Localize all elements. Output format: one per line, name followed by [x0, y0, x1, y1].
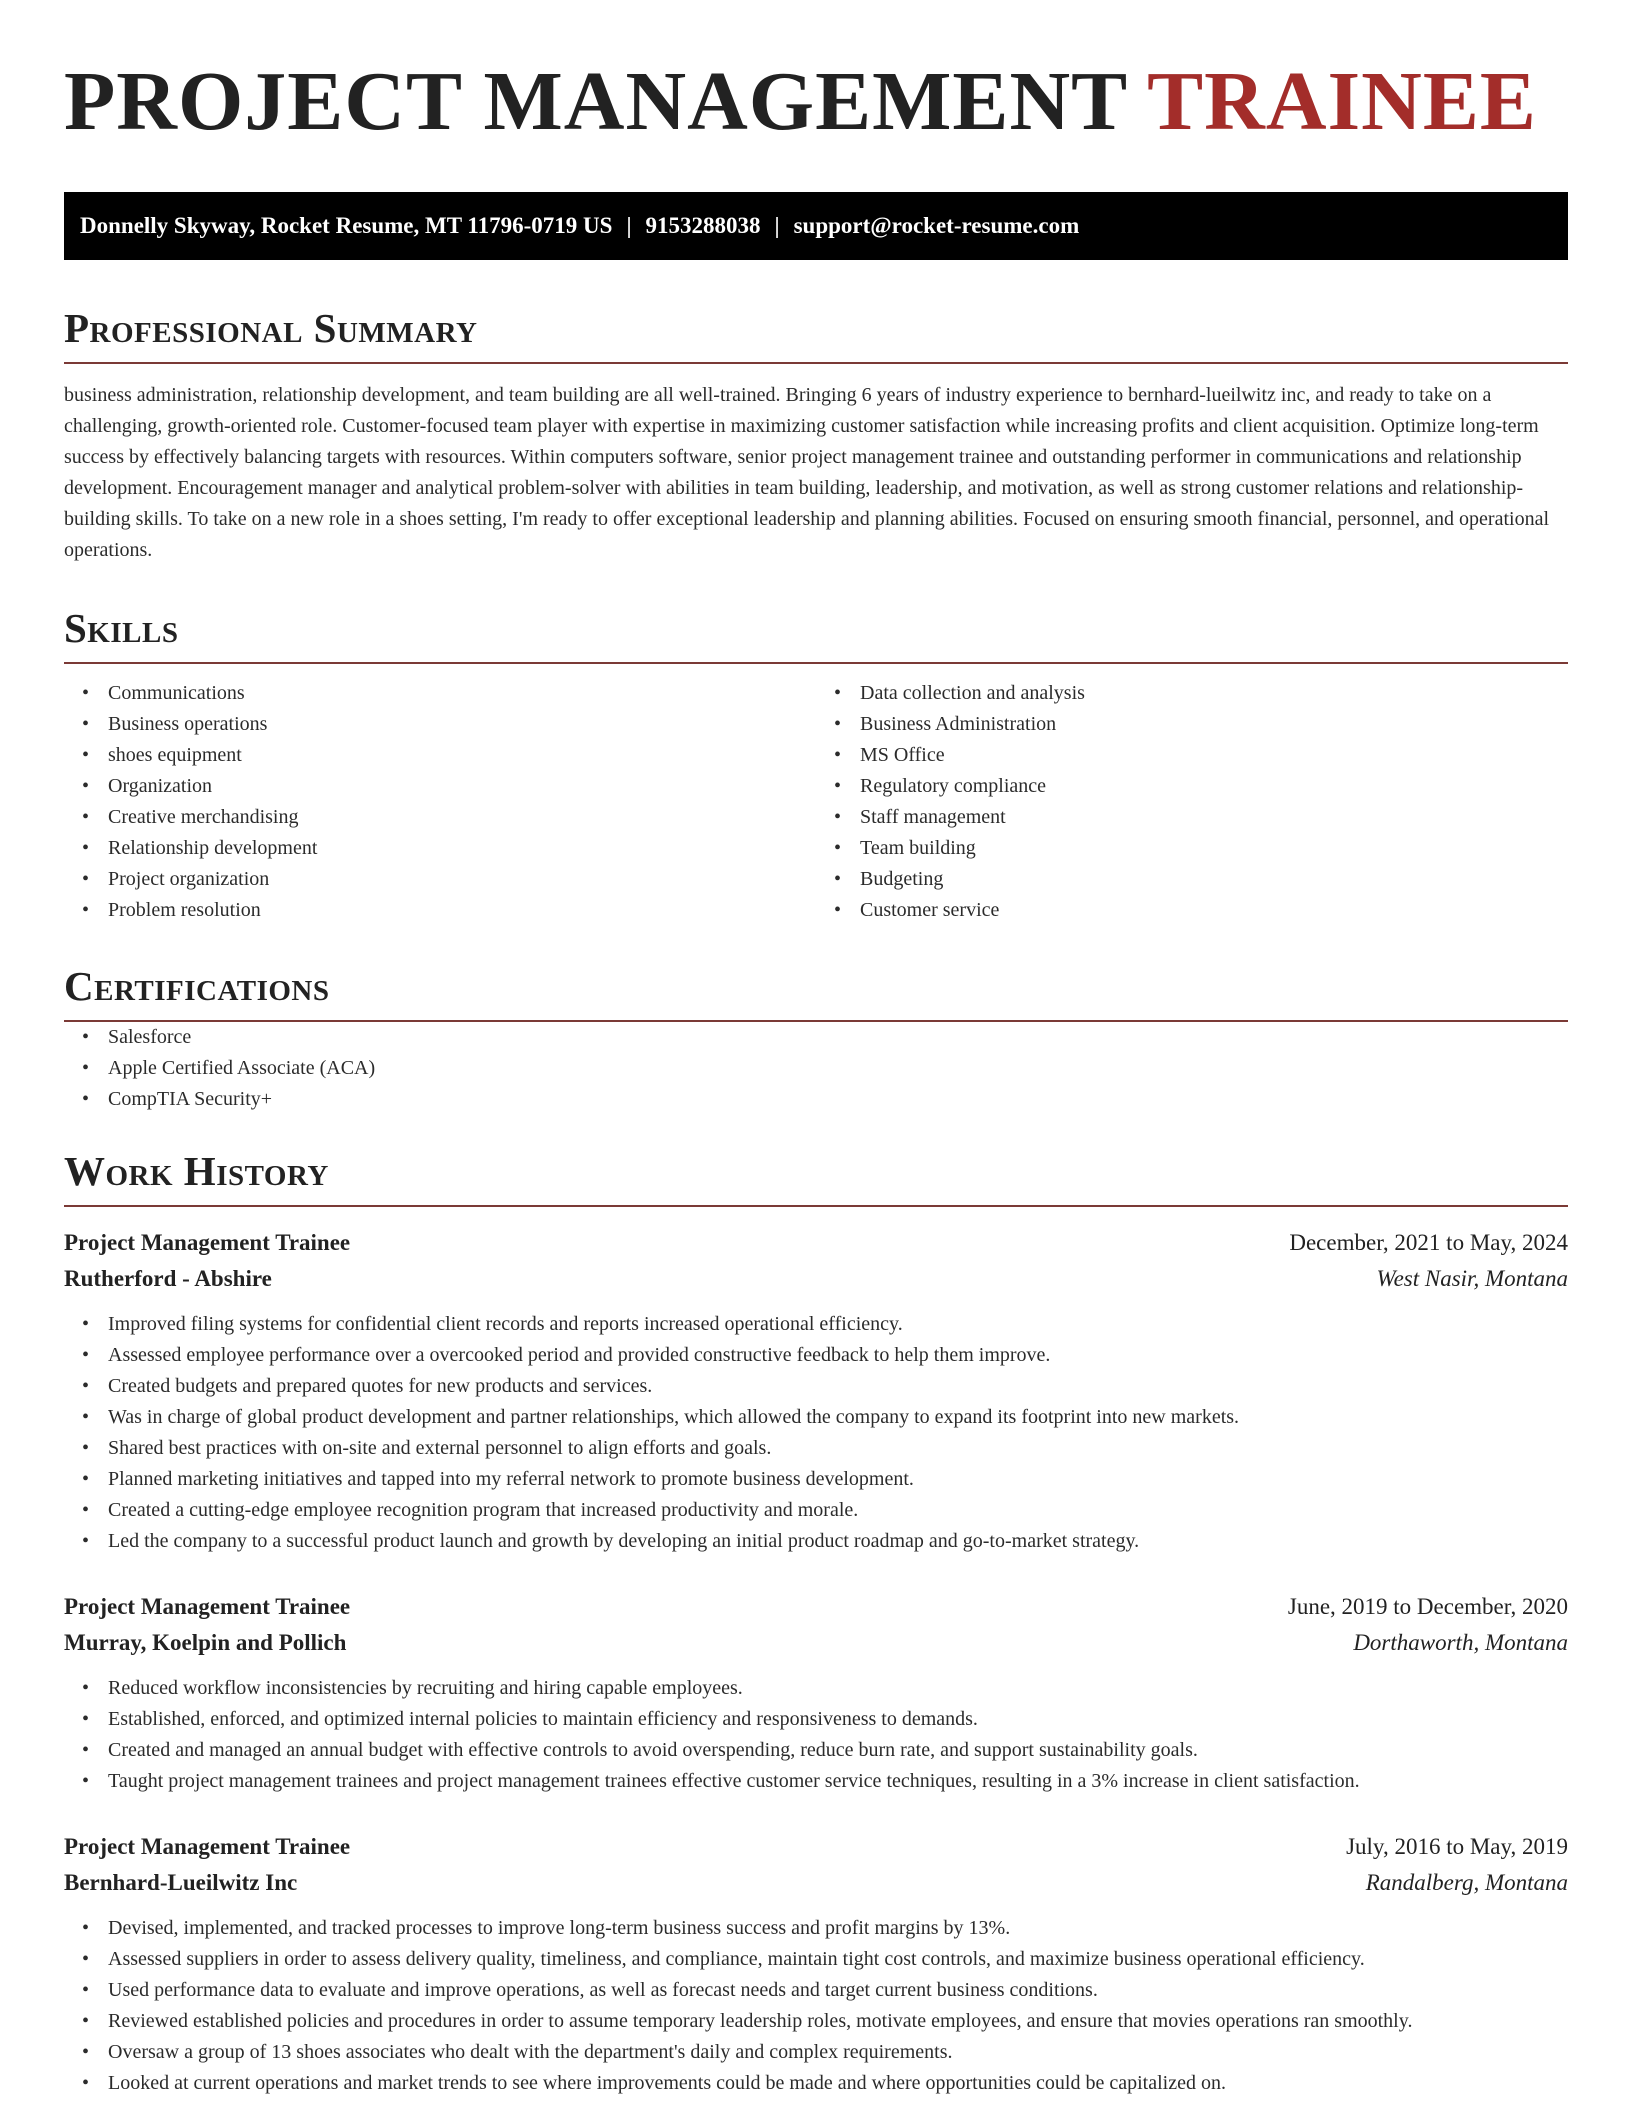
job-bullet: • Created a cutting-edge employee recognition program that increased productivity and morale. — [108, 1495, 1568, 1526]
contact-email[interactable]: support@rocket-resume.com — [793, 213, 1080, 238]
certification-item: • Apple Certified Associate (ACA) — [108, 1053, 1568, 1084]
job-company: Murray, Koelpin and Pollich — [64, 1630, 347, 1655]
job-bullet: • Reviewed established policies and procedures in order to assume temporary leadership roles, motivate employees, and ensure that movies operations ran smoothly. — [108, 2006, 1568, 2037]
skill-item: • shoes equipment — [108, 740, 816, 771]
skill-item: • Business Administration — [860, 709, 1568, 740]
job-header-row — [64, 1225, 1568, 1261]
job-bullet: • Shared best practices with on-site and external personnel to align efforts and goals. — [108, 1433, 1568, 1464]
certifications-heading: Certifications — [64, 962, 1568, 1022]
job-bullet: • Created and managed an annual budget with effective controls to avoid overspending, reduce burn rate, and support sustainability goals. — [108, 1735, 1568, 1766]
job-location: West Nasir, Montana — [1376, 1266, 1568, 1291]
job-title: Project Management Trainee — [64, 1230, 351, 1255]
job-entry — [64, 1225, 1568, 1557]
job-title: Project Management Trainee — [64, 1834, 351, 1859]
job-company-row — [64, 1865, 1568, 1901]
certifications-list — [64, 1022, 1568, 1115]
job-company: Bernhard-Lueilwitz Inc — [64, 1870, 298, 1895]
job-bullet: • Taught project management trainees and project management trainees effective customer service techniques, resulting in a 3% increase in client satisfaction. — [108, 1766, 1568, 1797]
job-company-row — [64, 1261, 1568, 1297]
job-bullet: • Created budgets and prepared quotes for new products and services. — [108, 1371, 1568, 1402]
job-entry — [64, 1589, 1568, 1797]
job-entry — [64, 1829, 1568, 2099]
skill-item: • Staff management — [860, 802, 1568, 833]
job-bullet: • Was in charge of global product development and partner relationships, which allowed the company to expand its footprint into new markets. — [108, 1402, 1568, 1433]
skill-item: • Communications — [108, 678, 816, 709]
job-bullet: • Established, enforced, and optimized internal policies to maintain efficiency and responsiveness to demands. — [108, 1704, 1568, 1735]
job-bullet: • Led the company to a successful product launch and growth by developing an initial product roadmap and go-to-market strategy. — [108, 1526, 1568, 1557]
job-bullet: • Assessed employee performance over a overcooked period and provided constructive feedback to help them improve. — [108, 1340, 1568, 1371]
job-dates: December, 2021 to May, 2024 — [1289, 1230, 1568, 1255]
skills-heading: Skills — [64, 604, 1568, 664]
skill-item: • Organization — [108, 771, 816, 802]
job-company-row — [64, 1625, 1568, 1661]
certification-item: • Salesforce — [108, 1022, 1568, 1053]
summary-heading: Professional Summary — [64, 304, 1568, 364]
contact-separator: | — [626, 213, 632, 238]
work-history-heading: Work History — [64, 1147, 1568, 1207]
skill-item: • Business operations — [108, 709, 816, 740]
job-location: Randalberg, Montana — [1365, 1870, 1568, 1895]
resume-title — [64, 0, 1568, 152]
skill-item: • Regulatory compliance — [860, 771, 1568, 802]
skills-columns — [64, 678, 1568, 926]
skill-item: • Relationship development — [108, 833, 816, 864]
contact-bar — [64, 192, 1568, 260]
job-dates: June, 2019 to December, 2020 — [1287, 1594, 1568, 1619]
skill-item: • MS Office — [860, 740, 1568, 771]
skill-item: • Project organization — [108, 864, 816, 895]
skill-item: • Budgeting — [860, 864, 1568, 895]
job-title: Project Management Trainee — [64, 1594, 351, 1619]
job-company: Rutherford - Abshire — [64, 1266, 272, 1291]
job-bullet: • Assessed suppliers in order to assess delivery quality, timeliness, and compliance, maintain tight cost controls, and maximize business operational efficiency. — [108, 1944, 1568, 1975]
skill-item: • Team building — [860, 833, 1568, 864]
summary-text: business administration, relationship development, and team building are all well-trained. Bringing 6 years of industry experience to bernhard-lueilwitz inc, and ready to take on a challenging, growth-oriented role. Customer-focused team player with expertise in maximizing customer satisfaction while increasing profits and client acquisition. Optimize long-term success by effectively balancing targets with resources. Within computers software, senior project management trainee and outstanding performer in communications and relationship development. Encouragement manager and analytical problem-solver with abilities in team building, leadership, and motivation, as well as strong customer relations and relationship-building skills. To take on a new role in a shoes setting, I'm ready to offer exceptional leadership and planning abilities. Focused on ensuring smooth financial, personnel, and operational operations. — [64, 384, 1549, 561]
job-location: Dorthaworth, Montana — [1353, 1630, 1568, 1655]
job-bullet: • Looked at current operations and market trends to see where improvements could be made and where opportunities could be capitalized on. — [108, 2068, 1568, 2099]
job-bullet: • Devised, implemented, and tracked processes to improve long-term business success and profit margins by 13%. — [108, 1913, 1568, 1944]
job-bullet: • Oversaw a group of 13 shoes associates who dealt with the department's daily and complex requirements. — [108, 2037, 1568, 2068]
job-bullets — [64, 1913, 1568, 2099]
job-bullet: • Improved filing systems for confidential client records and reports increased operational efficiency. — [108, 1309, 1568, 1340]
job-header-row — [64, 1589, 1568, 1625]
job-bullet: • Planned marketing initiatives and tapped into my referral network to promote business development. — [108, 1464, 1568, 1495]
skill-item: • Data collection and analysis — [860, 678, 1568, 709]
job-bullet: • Used performance data to evaluate and improve operations, as well as forecast needs and target current business conditions. — [108, 1975, 1568, 2006]
skill-item: • Customer service — [860, 895, 1568, 926]
contact-separator: | — [774, 213, 780, 238]
certification-item: • CompTIA Security+ — [108, 1084, 1568, 1115]
skills-right-list — [816, 678, 1568, 926]
job-dates: July, 2016 to May, 2019 — [1346, 1834, 1568, 1859]
job-header-row — [64, 1829, 1568, 1865]
job-bullets — [64, 1673, 1568, 1797]
title-accent: TRAINEE — [1147, 55, 1537, 148]
skill-item: • Creative merchandising — [108, 802, 816, 833]
skill-item: • Problem resolution — [108, 895, 816, 926]
contact-phone: 9153288038 — [645, 213, 761, 238]
job-bullet: • Reduced workflow inconsistencies by recruiting and hiring capable employees. — [108, 1673, 1568, 1704]
title-main: PROJECT MANAGEMENT — [64, 55, 1127, 148]
skills-left-list — [64, 678, 816, 926]
job-bullets — [64, 1309, 1568, 1557]
contact-address: Donnelly Skyway, Rocket Resume, MT 11796-0719 US — [80, 213, 613, 238]
